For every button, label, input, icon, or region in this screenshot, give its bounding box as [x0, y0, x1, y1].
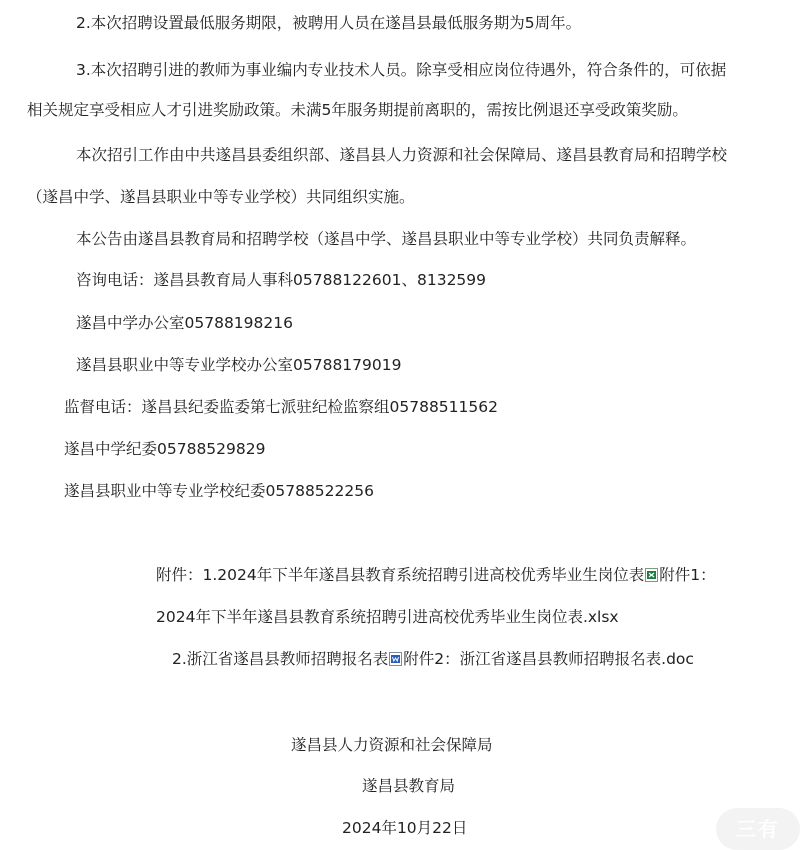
attachment-1-line2	[156, 606, 619, 628]
paragraph-interpretation: 本公告由遂昌县教育局和招聘学校（遂昌中学、遂昌县职业中等专业学校）共同负责解释。	[76, 230, 697, 248]
consult-phone: 咨询电话：遂昌县教育局人事科05788122601、8132599	[76, 271, 487, 289]
attachment-2-link[interactable]: 附件2：浙江省遂昌县教师招聘报名表.doc	[403, 650, 694, 668]
paragraph-staffing-line2: 相关规定享受相应人才引进奖励政策。未满5年服务期提前离职的，需按比例退还享受政策奖励。	[27, 101, 688, 119]
school2-discipline-phone: 遂昌县职业中等专业学校纪委05788522256	[64, 482, 374, 500]
paragraph-organizers-line1: 本次招引工作由中共遂昌县委组织部、遂昌县人力资源和社会保障局、遂昌县教育局和招聘学校	[76, 146, 728, 164]
watermark-badge: 三有	[716, 808, 800, 850]
attachment-1-link-part2[interactable]: 2024年下半年遂昌县教育系统招聘引进高校优秀毕业生岗位表.xlsx	[156, 608, 619, 626]
word-file-icon[interactable]	[389, 652, 402, 666]
attachment-1-line1	[156, 564, 716, 586]
attachment-1-title: 附件：1.2024年下半年遂昌县教育系统招聘引进高校优秀毕业生岗位表	[156, 566, 645, 584]
paragraph-organizers-line2: （遂昌中学、遂昌县职业中等专业学校）共同组织实施。	[27, 188, 415, 206]
school1-office-phone: 遂昌中学办公室05788198216	[76, 314, 293, 332]
paragraph-min-service: 2.本次招聘设置最低服务期限，被聘用人员在遂昌县最低服务期为5周年。	[76, 14, 582, 32]
school2-office-phone: 遂昌县职业中等专业学校办公室05788179019	[76, 356, 402, 374]
school1-discipline-phone: 遂昌中学纪委05788529829	[64, 440, 266, 458]
attachment-2-line	[172, 648, 694, 670]
excel-file-icon[interactable]	[645, 568, 658, 582]
paragraph-staffing-line1: 3.本次招聘引进的教师为事业编内专业技术人员。除享受相应岗位待遇外，符合条件的，可依据	[76, 61, 727, 79]
signature-date: 2024年10月22日	[342, 819, 468, 837]
supervise-phone: 监督电话：遂昌县纪委监委第七派驻纪检监察组05788511562	[64, 398, 498, 416]
attachment-1-link-part1[interactable]: 附件1：	[659, 566, 716, 584]
signature-org1: 遂昌县人力资源和社会保障局	[291, 736, 493, 754]
attachment-2-title: 2.浙江省遂昌县教师招聘报名表	[172, 650, 389, 668]
signature-org2: 遂昌县教育局	[362, 777, 456, 795]
